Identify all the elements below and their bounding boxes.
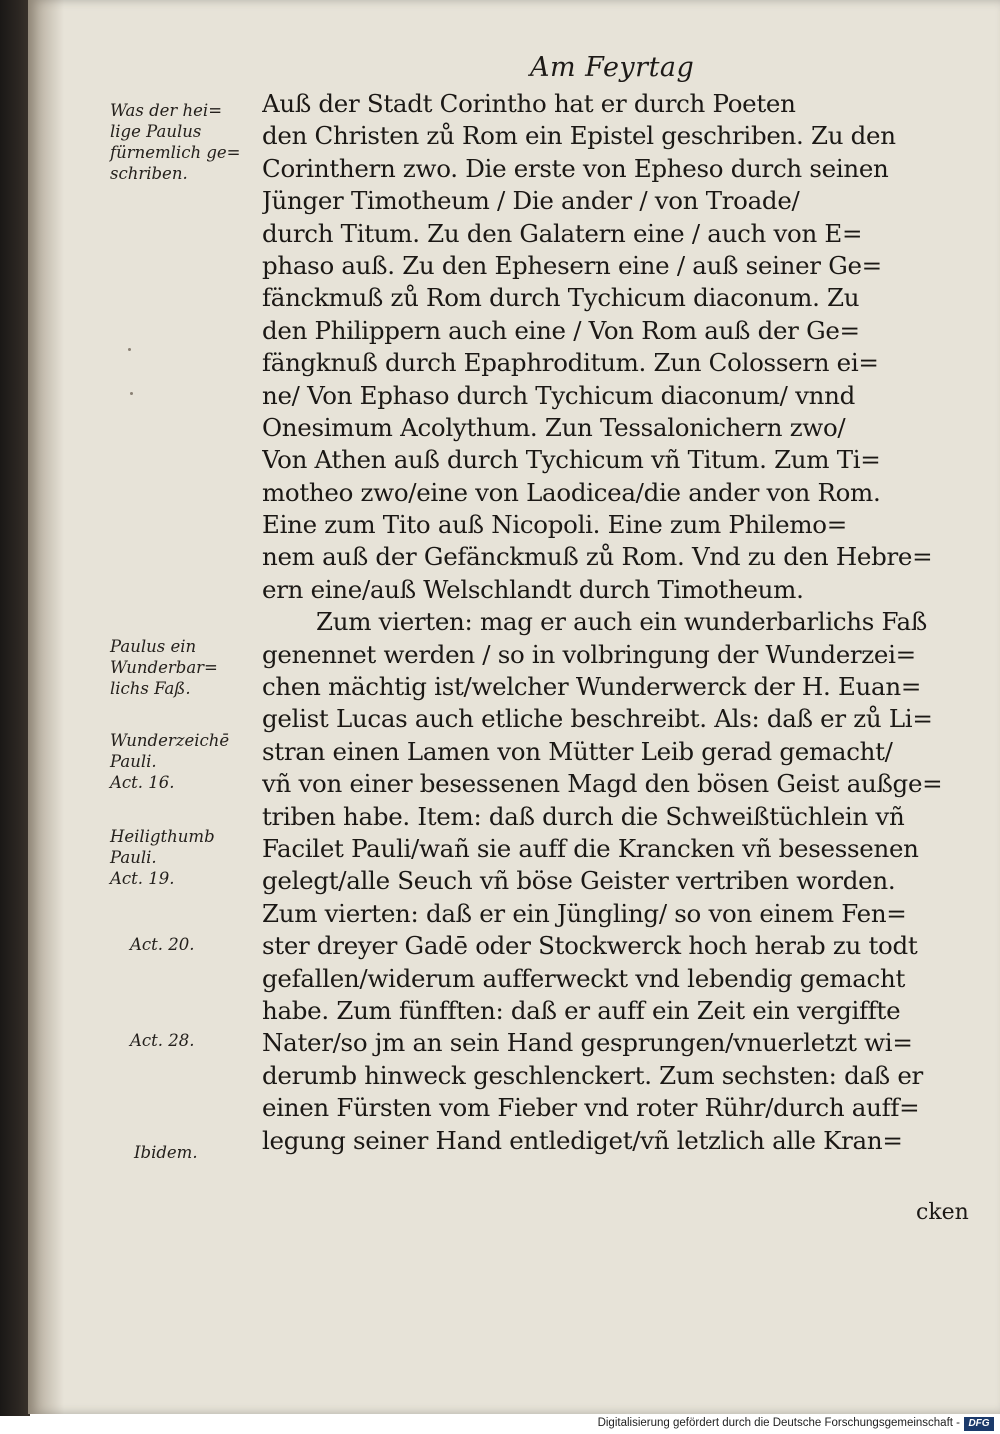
margin-note-line: Paulus ein [110, 637, 197, 656]
margin-note-line: lichs Faß. [110, 679, 191, 698]
margin-note-line: Act. 19. [110, 869, 175, 888]
text-line: Nater/so jm an sein Hand gesprungen/vnuerletzt wi= [262, 1028, 913, 1058]
text-line: chen mächtig ist/welcher Wunderwerck der H. Euan= [262, 672, 922, 702]
text-line: legung seiner Hand entlediget/vñ letzlich alle Kran= [262, 1125, 903, 1155]
text-line: Von Athen auß durch Tychicum vñ Titum. Zum Ti= [262, 445, 881, 475]
ink-speck [128, 348, 131, 351]
text-line: ne/ Von Ephaso durch Tychicum diaconum/ vnnd [262, 380, 855, 410]
text-line: Auß der Stadt Corintho hat er durch Poeten [262, 89, 796, 118]
margin-note [110, 100, 240, 184]
text-line: einen Fürsten vom Fieber vnd roter Rühr/durch auff= [262, 1093, 920, 1123]
text-line: gelegt/alle Seuch vñ böse Geister vertriben worden. [262, 866, 896, 896]
margin-note [110, 730, 229, 793]
dfg-logo: DFG [964, 1417, 994, 1431]
text-line: phaso auß. Zu den Ephesern eine / auß seiner Ge= [262, 250, 882, 280]
margin-note [130, 934, 195, 955]
text-line: den Christen zů Rom ein Epistel geschriben. Zu den [262, 121, 896, 151]
margin-note-line: Pauli. [110, 752, 157, 771]
page-gutter-shadow [28, 0, 64, 1414]
main-text-block [262, 88, 970, 1157]
text-line: Eine zum Tito auß Nicopoli. Eine zum Philemo= [262, 510, 847, 540]
text-line: fänckmuß zů Rom durch Tychicum diaconum. Zu [262, 283, 860, 313]
text-line: stran einen Lamen von Mütter Leib gerad gemacht/ [262, 736, 893, 766]
margin-note-line: Heiligthumb [110, 827, 215, 846]
margin-note [134, 1142, 198, 1163]
text-line: Zum vierten: mag er auch ein wunderbarlichs Faß [316, 607, 927, 637]
margin-note-line: Wunderbar= [110, 658, 218, 677]
text-line: Facilet Pauli/wañ sie auff die Krancken vñ besessenen [262, 833, 919, 863]
margin-note-line: fürnemlich ge= [110, 143, 241, 162]
text-line: vñ von einer besessenen Magd den bösen Geist außge= [262, 769, 943, 799]
margin-note [110, 826, 215, 889]
margin-note-line: Ibidem. [134, 1143, 198, 1162]
margin-note-line: Was der hei= [110, 101, 223, 120]
text-line: ster dreyer Gadē oder Stockwerck hoch herab zu todt [262, 931, 918, 961]
scan-background [0, 0, 30, 1416]
ink-speck [130, 392, 133, 395]
catchword: cken [916, 1200, 969, 1225]
text-line: gelist Lucas auch etliche beschreibt. Als: daß er zů Li= [262, 704, 933, 734]
margin-note-line: Wunderzeichē [110, 731, 230, 750]
text-line: Jünger Timotheum / Die ander / von Troade/ [262, 186, 800, 216]
text-line: nem auß der Gefänckmuß zů Rom. Vnd zu den Hebre= [262, 542, 933, 572]
text-line: durch Titum. Zu den Galatern eine / auch von E= [262, 218, 863, 248]
running-head: Am Feyrtag [530, 52, 695, 83]
margin-note-line: Act. 28. [130, 1031, 195, 1050]
text-line: ern eine/auß Welschlandt durch Timotheum. [262, 574, 804, 604]
text-line: fängknuß durch Epaphroditum. Zun Colossern ei= [262, 348, 879, 378]
text-line: derumb hinweck geschlenckert. Zum sechsten: daß er [262, 1060, 923, 1090]
margin-note-line: schriben. [110, 164, 188, 183]
text-line: habe. Zum fünfften: daß er auff ein Zeit ein vergiffte [262, 995, 901, 1025]
margin-note-line: Pauli. [110, 848, 157, 867]
text-line: genennet werden / so in volbringung der Wunderzei= [262, 639, 916, 669]
margin-note-line: Act. 20. [130, 935, 195, 954]
margin-note-line: Act. 16. [110, 773, 175, 792]
text-line: gefallen/widerum aufferweckt vnd lebendig gemacht [262, 963, 906, 993]
text-line: Zum vierten: daß er ein Jüngling/ so von einem Fen= [262, 898, 907, 928]
text-line: Corinthern zwo. Die erste von Epheso durch seinen [262, 153, 889, 183]
margin-note-line: lige Paulus [110, 122, 202, 141]
footer-credit: Digitalisierung gefördert durch die Deutsche Forschungsgemeinschaft - [597, 1417, 960, 1429]
margin-note [110, 636, 218, 699]
text-line: triben habe. Item: daß durch die Schweißtüchlein vñ [262, 801, 905, 831]
margin-note [130, 1030, 195, 1051]
text-line: Onesimum Acolythum. Zun Tessalonichern zwo/ [262, 412, 846, 442]
text-line: motheo zwo/eine von Laodicea/die ander von Rom. [262, 477, 881, 507]
text-line: den Philippern auch eine / Von Rom auß der Ge= [262, 315, 860, 345]
